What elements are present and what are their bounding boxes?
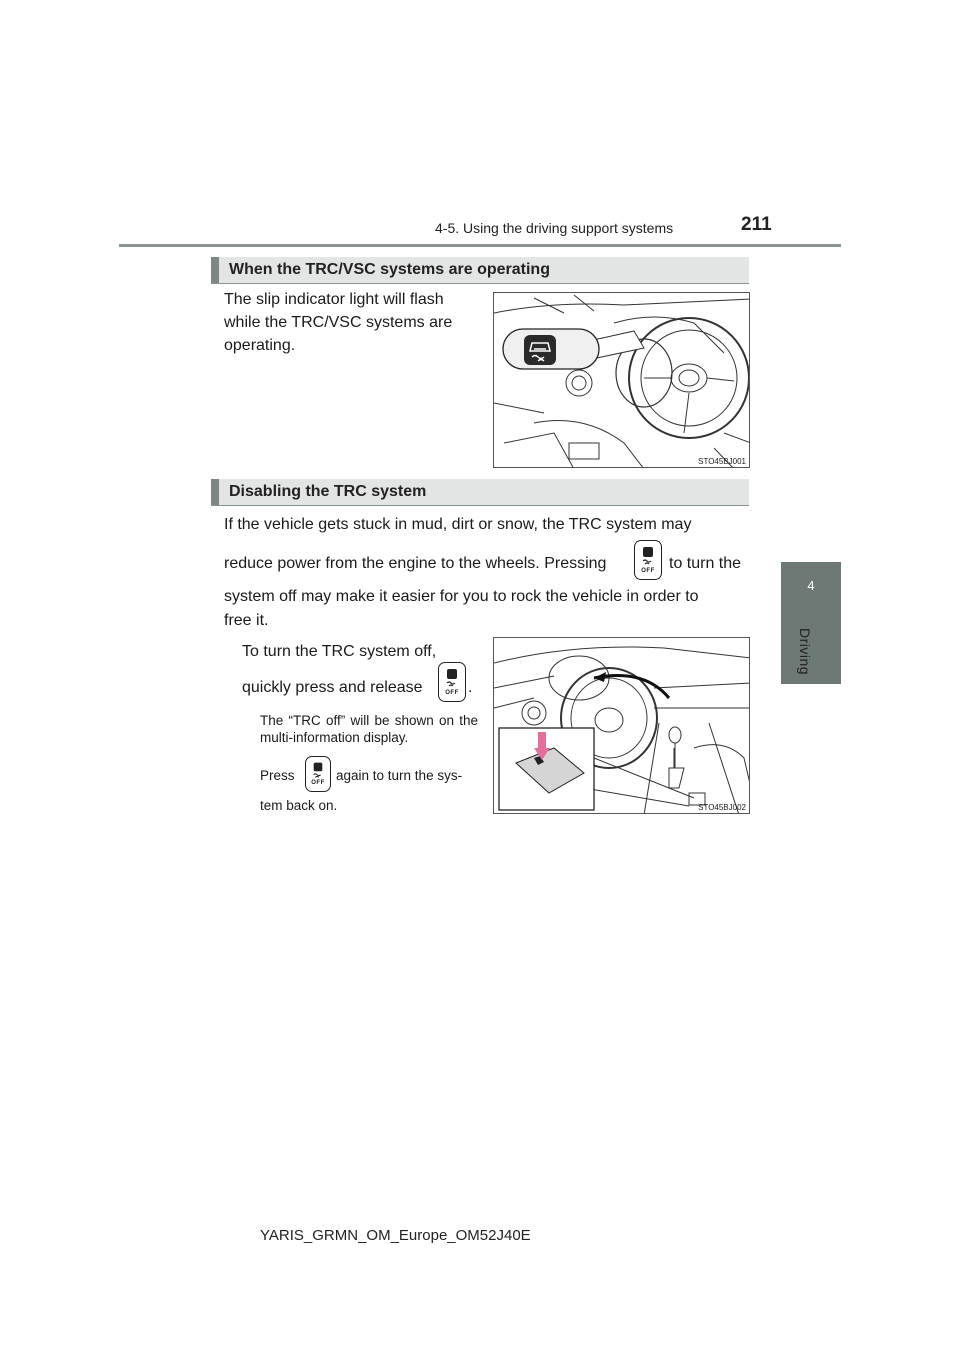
slip-indicator-paragraph <box>224 288 478 357</box>
press-again-note-line-2: tem back on. <box>260 798 338 813</box>
press-again-note-start: Press <box>260 768 295 783</box>
disable-trc-line-4: free it. <box>224 612 269 629</box>
chapter-label: Driving <box>797 628 813 676</box>
section-heading-rule <box>211 283 749 284</box>
off-label: OFF <box>445 690 459 696</box>
chapter-number: 4 <box>807 578 815 593</box>
body-line: operating. <box>224 337 296 354</box>
body-line: The slip indicator light will flash <box>224 291 444 308</box>
vsc-off-switch-icon <box>438 662 466 702</box>
disable-trc-line-1: If the vehicle gets stuck in mud, dirt or snow, the TRC system may <box>224 516 692 533</box>
section-heading-text: When the TRC/VSC systems are operating <box>229 261 550 278</box>
turn-off-step-period: . <box>468 679 473 696</box>
document-code-footer: YARIS_GRMN_OM_Europe_OM52J40E <box>260 1227 531 1244</box>
vsc-off-switch-icon <box>305 756 331 792</box>
section-heading-trc-vsc-operating <box>211 257 749 283</box>
section-heading-text: Disabling the TRC system <box>229 483 427 500</box>
section-heading-disabling-trc <box>211 479 749 505</box>
cockpit-switch-drawing <box>494 638 750 814</box>
off-label: OFF <box>641 568 655 574</box>
running-header: 4-5. Using the driving support systems <box>435 220 674 236</box>
figure-code: STO45BJ002 <box>698 803 746 812</box>
disable-trc-line-2-end: to turn the <box>669 555 742 572</box>
header-divider <box>119 244 841 247</box>
turn-off-step-line-2: quickly press and release <box>242 679 423 696</box>
page-number: 211 <box>741 214 772 235</box>
trc-off-switch-illustration <box>493 637 750 814</box>
disable-trc-line-2-start: reduce power from the engine to the wheels. Pressing <box>224 555 607 572</box>
dashboard-steering-drawing <box>494 293 750 468</box>
trc-off-display-note: The “TRC off” will be shown on the multi-information display. <box>260 713 478 745</box>
disable-trc-line-3: system off may make it easier for you to rock the vehicle in order to <box>224 588 699 605</box>
press-again-note-end: again to turn the sys- <box>336 768 463 783</box>
section-heading-rule <box>211 505 749 506</box>
turn-off-step-line-1: To turn the TRC system off, <box>242 643 437 660</box>
vsc-off-switch-icon <box>634 540 662 580</box>
off-label: OFF <box>311 780 325 786</box>
body-line: while the TRC/VSC systems are <box>224 314 453 331</box>
figure-code: STO45BJ001 <box>698 457 746 466</box>
slip-indicator-illustration <box>493 292 750 468</box>
